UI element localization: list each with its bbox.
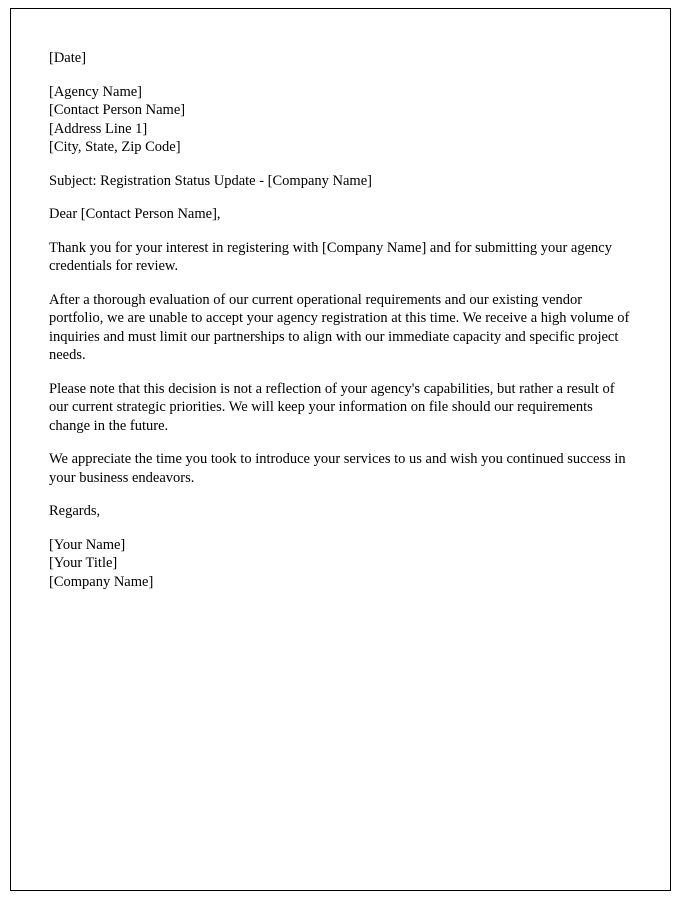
signature-name: [Your Name] (49, 536, 126, 553)
body-paragraph-4: We appreciate the time you took to introduce your services to us and wish you continued success in your business endeavors. (49, 451, 626, 486)
recipient-contact: [Contact Person Name] (49, 102, 186, 118)
signature-block (49, 536, 630, 592)
subject-block (49, 172, 630, 191)
date-block (49, 49, 630, 68)
signature-company: [Company Name] (49, 573, 154, 590)
closing-block (49, 502, 630, 521)
recipient-address1: [Address Line 1] (49, 120, 148, 137)
salutation-line: Dear [Contact Person Name], (49, 206, 221, 222)
recipient-city-state-zip: [City, State, Zip Code] (49, 139, 181, 155)
subject-line: Subject: Registration Status Update - [Company Name] (49, 172, 372, 189)
recipient-agency: [Agency Name] (49, 83, 142, 100)
salutation-block (49, 205, 630, 224)
closing-line: Regards, (49, 503, 101, 519)
signature-title: [Your Title] (49, 555, 118, 571)
body-paragraph-1: Thank you for your interest in registering with [Company Name] and for submitting your agency credentials for review. (49, 239, 612, 274)
body-paragraph-3: Please note that this decision is not a reflection of your agency's capabilities, but rather a result of our current strategic priorities. We will keep your information on file should our requirements change in the future. (49, 380, 615, 434)
date-line: [Date] (49, 50, 87, 66)
letter-page (10, 8, 671, 891)
recipient-block (49, 83, 630, 157)
body-paragraph-2: After a thorough evaluation of our current operational requirements and our existing vendor portfolio, we are unable to accept your agency registration at this time. We receive a high volume of inquiries and must limit our partnerships to align with our immediate capacity and specific project needs. (49, 291, 630, 363)
